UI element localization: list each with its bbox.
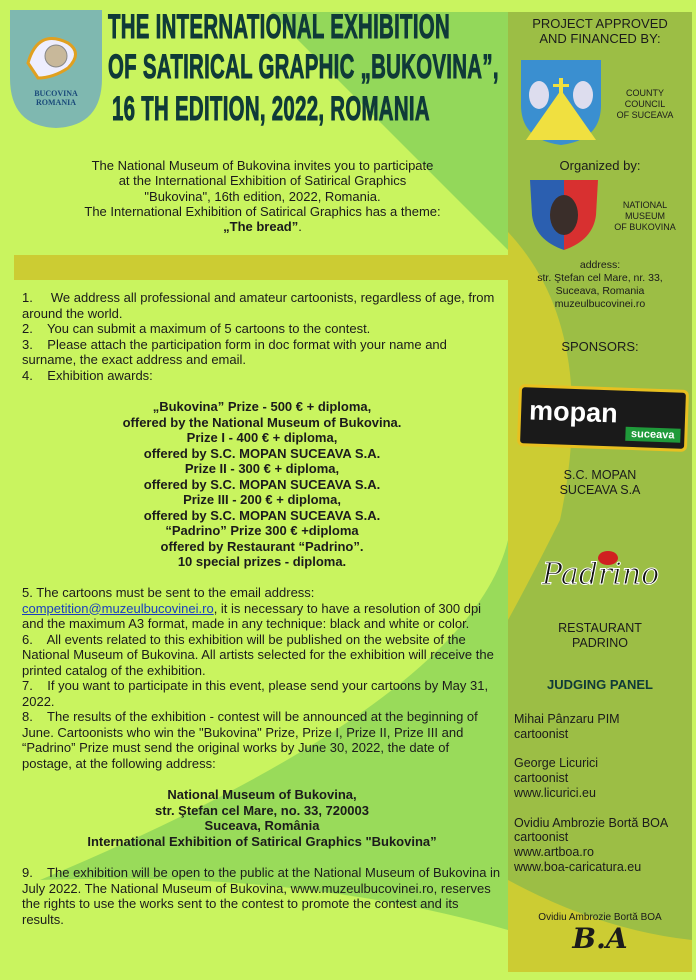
approved-heading xyxy=(508,17,692,46)
judge-name: Ovidiu Ambrozie Bortă BOA xyxy=(514,815,669,830)
address-line: muzeulbucovinei.ro xyxy=(554,298,646,310)
address-line: str. Ştefan cel Mare, no. 33, 720003 xyxy=(155,802,369,818)
rule-3: 3. Please attach the participation form in doc format with your name and surname, the exact address and email. xyxy=(22,336,447,367)
award-line: offered by S.C. MOPAN SUCEAVA S.A. xyxy=(143,445,381,461)
mopan-line: SUCEAVA S.A xyxy=(559,482,641,497)
rule-6: 6. All events related to this exhibition will be published on the website of the National Museum of Bukovina. All artists selected for the exhibition will receive the printed catalog of the exhibition. xyxy=(22,631,494,678)
judge-role: cartoonist xyxy=(514,726,569,741)
judge-2 xyxy=(514,756,696,800)
rule-5-intro: 5. The cartoons must be sent to the email address: xyxy=(22,585,315,600)
mopan-line: S.C. MOPAN xyxy=(563,468,637,482)
svg-text:BUCOVINA: BUCOVINA xyxy=(34,89,78,98)
mopan-label xyxy=(508,468,692,497)
award-line: „Bukovina” Prize - 500 € + diploma, xyxy=(152,399,372,414)
padrino-logo-text: Padrino xyxy=(542,557,660,592)
award-line: offered by S.C. MOPAN SUCEAVA S.A. xyxy=(143,507,381,523)
rule-8: 8. The results of the exhibition - contest will be announced at the beginning of June. Cartoonists who win the "Bukovina" Prize, Prize I, Prize II, Prize III and “Padrino” Prize must send the original works by June 30, 2022, the date of postage, at the following address: xyxy=(22,709,478,771)
intro-line: at the International Exhibition of Satirical Graphics xyxy=(118,173,407,189)
award-line: offered by the National Museum of Bukovina. xyxy=(122,414,402,430)
county-line: OF SUCEAVA xyxy=(616,110,674,120)
rule-4: 4. Exhibition awards: xyxy=(22,367,153,383)
award-line: Prize II - 300 € + diploma, xyxy=(184,461,340,476)
award-line: 10 special prizes - diploma. xyxy=(177,554,347,569)
judge-role: cartoonist xyxy=(514,771,569,786)
postal-address xyxy=(22,787,502,849)
title-line-1: THE INTERNATIONAL EXHIBITION xyxy=(108,8,450,46)
museum-label xyxy=(610,200,680,233)
address-line: Suceava, Romania xyxy=(555,285,645,297)
museum-line: OF BUKOVINA xyxy=(614,222,676,232)
judge-role: cartoonist xyxy=(514,830,569,845)
mopan-logo-subtext: suceava xyxy=(625,427,681,443)
judge-3 xyxy=(514,816,696,875)
signature: B.A xyxy=(572,922,628,955)
title-line-3: 16 TH EDITION, 2022, ROMANIA xyxy=(112,90,430,128)
museum-line: NATIONAL xyxy=(622,200,668,210)
rules-part-2 xyxy=(22,585,502,927)
rule-7: 7. If you want to participate in this event, please send your cartoons by May 31, 2022. xyxy=(22,678,489,709)
rule-1: 1. We address all professional and amateur cartoonists, regardless of age, from around the world. xyxy=(22,290,495,321)
rule-9: 9. The exhibition will be open to the public at the National Museum of Bukovina in July 2022. The National Museum of Bukovina, www.muzeulbucovinei.ro, reserves the rights to use the works sent to the contest to promote the contest and its results. xyxy=(22,865,501,927)
signature-name: Ovidiu Ambrozie Bortă BOA xyxy=(538,912,662,923)
judging-panel-heading: JUDGING PANEL xyxy=(547,677,653,692)
award-line: offered by Restaurant “Padrino”. xyxy=(160,538,364,554)
judge-website: www.licurici.eu xyxy=(514,785,596,800)
rule-5 xyxy=(22,585,502,632)
award-line: Prize I - 400 € + diploma, xyxy=(186,430,338,445)
county-coat-of-arms xyxy=(521,60,601,145)
award-line: Prize III - 200 € + diploma, xyxy=(183,492,341,507)
mopan-logo xyxy=(517,384,689,452)
award-line: “Padrino” Prize 300 € +diploma xyxy=(165,523,359,538)
theme-end: . xyxy=(298,219,302,235)
mopan-logo-text: mopan xyxy=(528,395,619,429)
padrino-line: RESTAURANT xyxy=(558,621,642,635)
padrino-logo xyxy=(540,545,665,595)
museum-coat-of-arms xyxy=(530,180,598,250)
theme: „The bread” xyxy=(223,219,299,235)
intro-text xyxy=(20,158,505,234)
county-council-label xyxy=(610,88,680,121)
approved-line: AND FINANCED BY: xyxy=(539,30,661,46)
judge-name: Mihai Pânzaru PIM xyxy=(514,712,620,726)
award-line: offered by S.C. MOPAN SUCEAVA S.A. xyxy=(143,476,381,492)
county-line: COUNTY xyxy=(626,88,664,98)
padrino-label xyxy=(508,621,692,650)
museum-line: MUSEUM xyxy=(625,211,665,221)
address-line: Suceava, România xyxy=(204,818,320,833)
rules-part-1 xyxy=(22,290,502,570)
address-line: address: xyxy=(579,259,621,271)
exhibition-logo xyxy=(8,8,103,128)
address-line: National Museum of Bukovina, xyxy=(167,787,357,802)
intro-line: The International Exhibition of Satirical Graphics has a theme: xyxy=(84,203,441,219)
address-line: International Exhibition of Satirical Graphics "Bukovina” xyxy=(87,833,437,849)
judge-website: www.artboa.ro xyxy=(514,844,594,859)
title-line-2: OF SATIRICAL GRAPHIC „BUKOVINA”, xyxy=(108,48,499,86)
rule-5-rest: , it is necessary to have a resolution of 300 dpi and the maximum A3 format, made in any technique: black and white or color. xyxy=(22,600,482,631)
county-line: COUNCIL xyxy=(624,99,666,109)
awards-list xyxy=(22,399,502,570)
padrino-line: PADRINO xyxy=(571,635,629,650)
intro-line: The National Museum of Bukovina invites you to participate xyxy=(91,158,434,173)
organized-heading: Organized by: xyxy=(559,158,641,173)
museum-address xyxy=(508,259,692,311)
intro-line: "Bukovina", 16th edition, 2022, Romania. xyxy=(144,188,381,204)
svg-text:ROMANIA: ROMANIA xyxy=(36,98,76,107)
sponsors-heading: SPONSORS: xyxy=(561,339,639,354)
judge-1 xyxy=(514,712,696,741)
rule-2: 2. You can submit a maximum of 5 cartoons to the contest. xyxy=(22,321,371,336)
email-link[interactable]: competition@muzeulbucovinei.ro xyxy=(22,600,214,616)
judge-website: www.boa-caricatura.eu xyxy=(514,859,642,874)
approved-line: PROJECT APPROVED xyxy=(532,16,668,31)
address-line: str. Ştefan cel Mare, nr. 33, xyxy=(537,272,663,284)
judge-name: George Licurici xyxy=(514,756,599,771)
judges-list xyxy=(514,712,696,874)
